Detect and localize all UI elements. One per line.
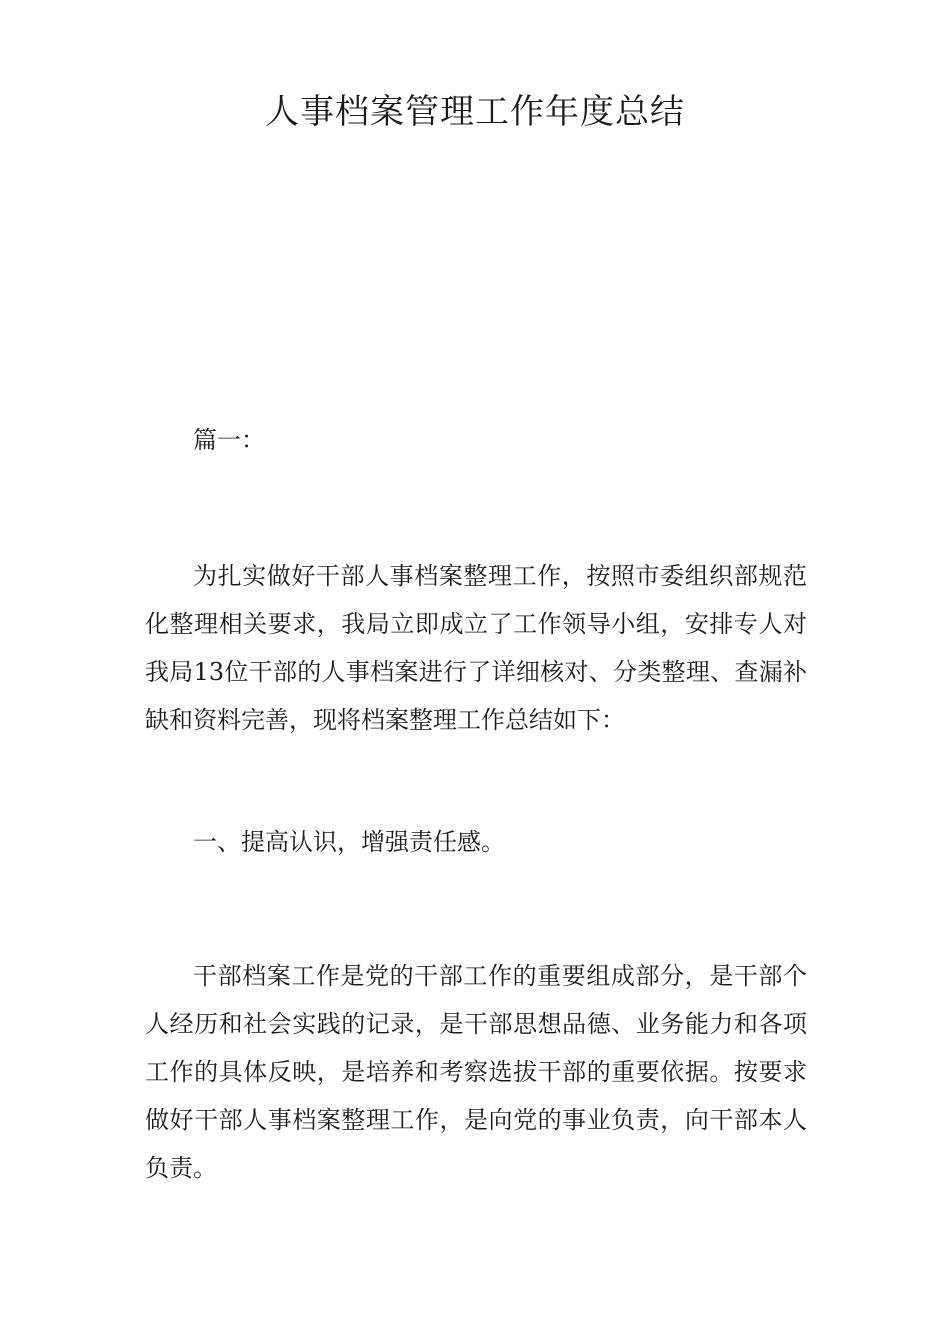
intro-paragraph: 为扎实做好干部人事档案整理工作，按照市委组织部规范化整理相关要求，我局立即成立了工作领导小组，安排专人对我局13位干部的人事档案进行了详细核对、分类整理、查漏补缺和资料完善，现将档案整理工作总结如下： xyxy=(145,562,807,734)
section-label: 篇一： xyxy=(193,426,265,454)
document-title: 人事档案管理工作年度总结 xyxy=(265,92,685,132)
section-heading-1: 一、提高认识，增强责任感。 xyxy=(193,828,505,856)
body-paragraph-1: 干部档案工作是党的干部工作的重要组成部分，是干部个人经历和社会实践的记录，是干部思想品德、业务能力和各项工作的具体反映，是培养和考察选拔干部的重要依据。按要求做好干部人事档案整理工作，是向党的事业负责，向干部本人负责。 xyxy=(145,962,807,1182)
